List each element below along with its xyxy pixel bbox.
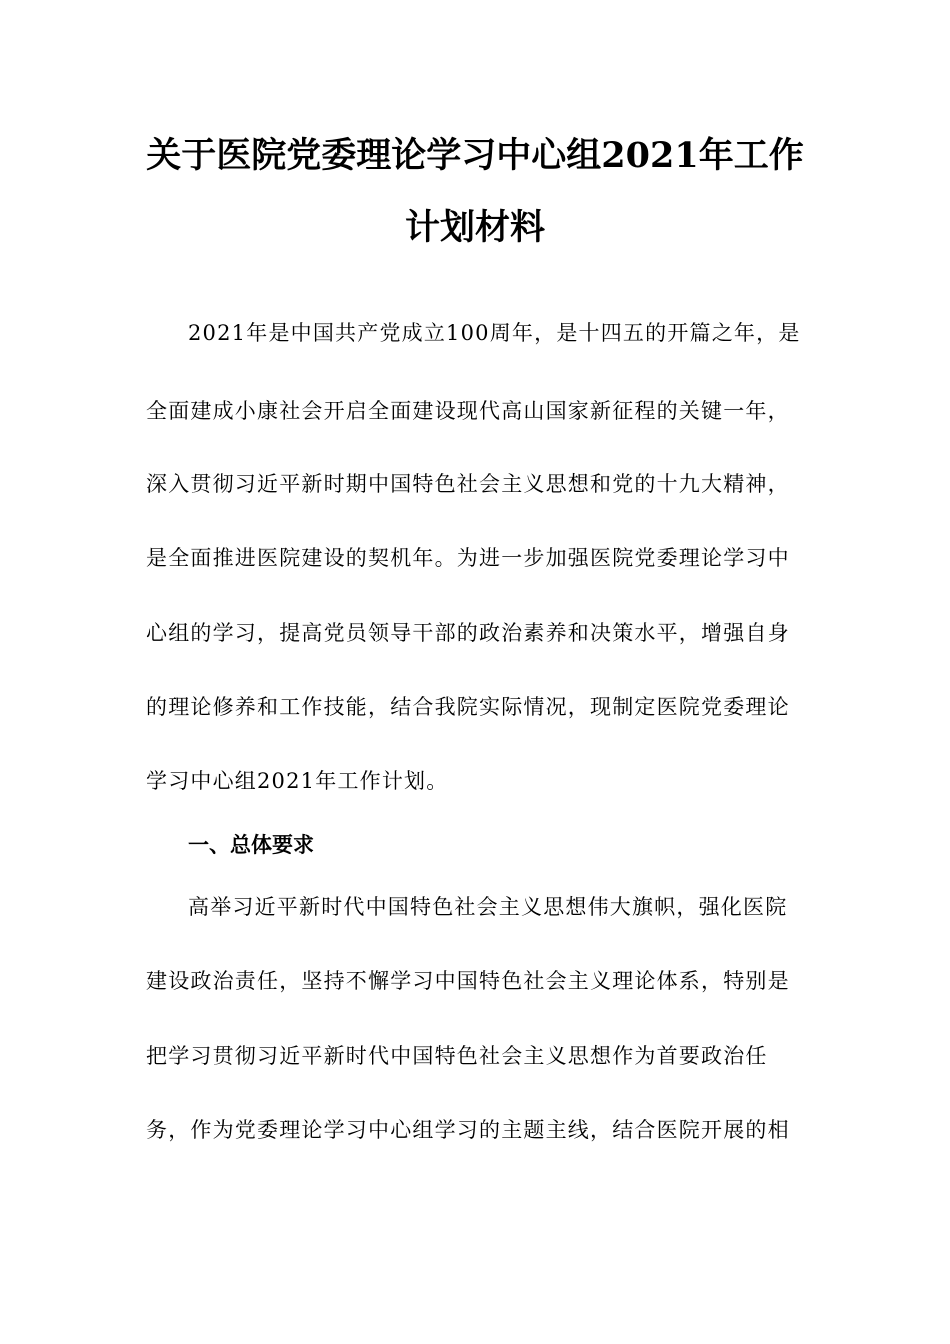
intro-paragraph-line-4: 是全面推进医院建设的契机年。为进一步加强医院党委理论学习中	[146, 546, 790, 570]
intro-paragraph-line-6: 的理论修养和工作技能，结合我院实际情况，现制定医院党委理论	[146, 695, 790, 719]
document-title-line-2: 计划材料	[404, 207, 545, 248]
intro-paragraph-line-3: 深入贯彻习近平新时期中国特色社会主义思想和党的十九大精神，	[146, 472, 790, 496]
document-title-line-1: 关于医院党委理论学习中心组2021年工作	[146, 135, 804, 176]
intro-paragraph-line-7: 学习中心组2021年工作计划。	[146, 769, 449, 793]
section-heading: 一、总体要求	[188, 832, 314, 857]
intro-paragraph-line-5: 心组的学习，提高党员领导干部的政治素养和决策水平，增强自身	[146, 621, 790, 645]
intro-paragraph-line-1: 2021年是中国共产党成立100周年，是十四五的开篇之年，是	[188, 321, 801, 345]
section-paragraph-line-4: 务，作为党委理论学习中心组学习的主题主线，结合医院开展的相	[146, 1118, 790, 1142]
section-paragraph-line-2: 建设政治责任，坚持不懈学习中国特色社会主义理论体系，特别是	[146, 969, 790, 993]
section-paragraph-line-3: 把学习贯彻习近平新时代中国特色社会主义思想作为首要政治任	[146, 1044, 768, 1068]
section-paragraph-line-1: 高举习近平新时代中国特色社会主义思想伟大旗帜，强化医院	[188, 895, 788, 919]
intro-paragraph-line-2: 全面建成小康社会开启全面建设现代高山国家新征程的关键一年，	[146, 399, 790, 423]
